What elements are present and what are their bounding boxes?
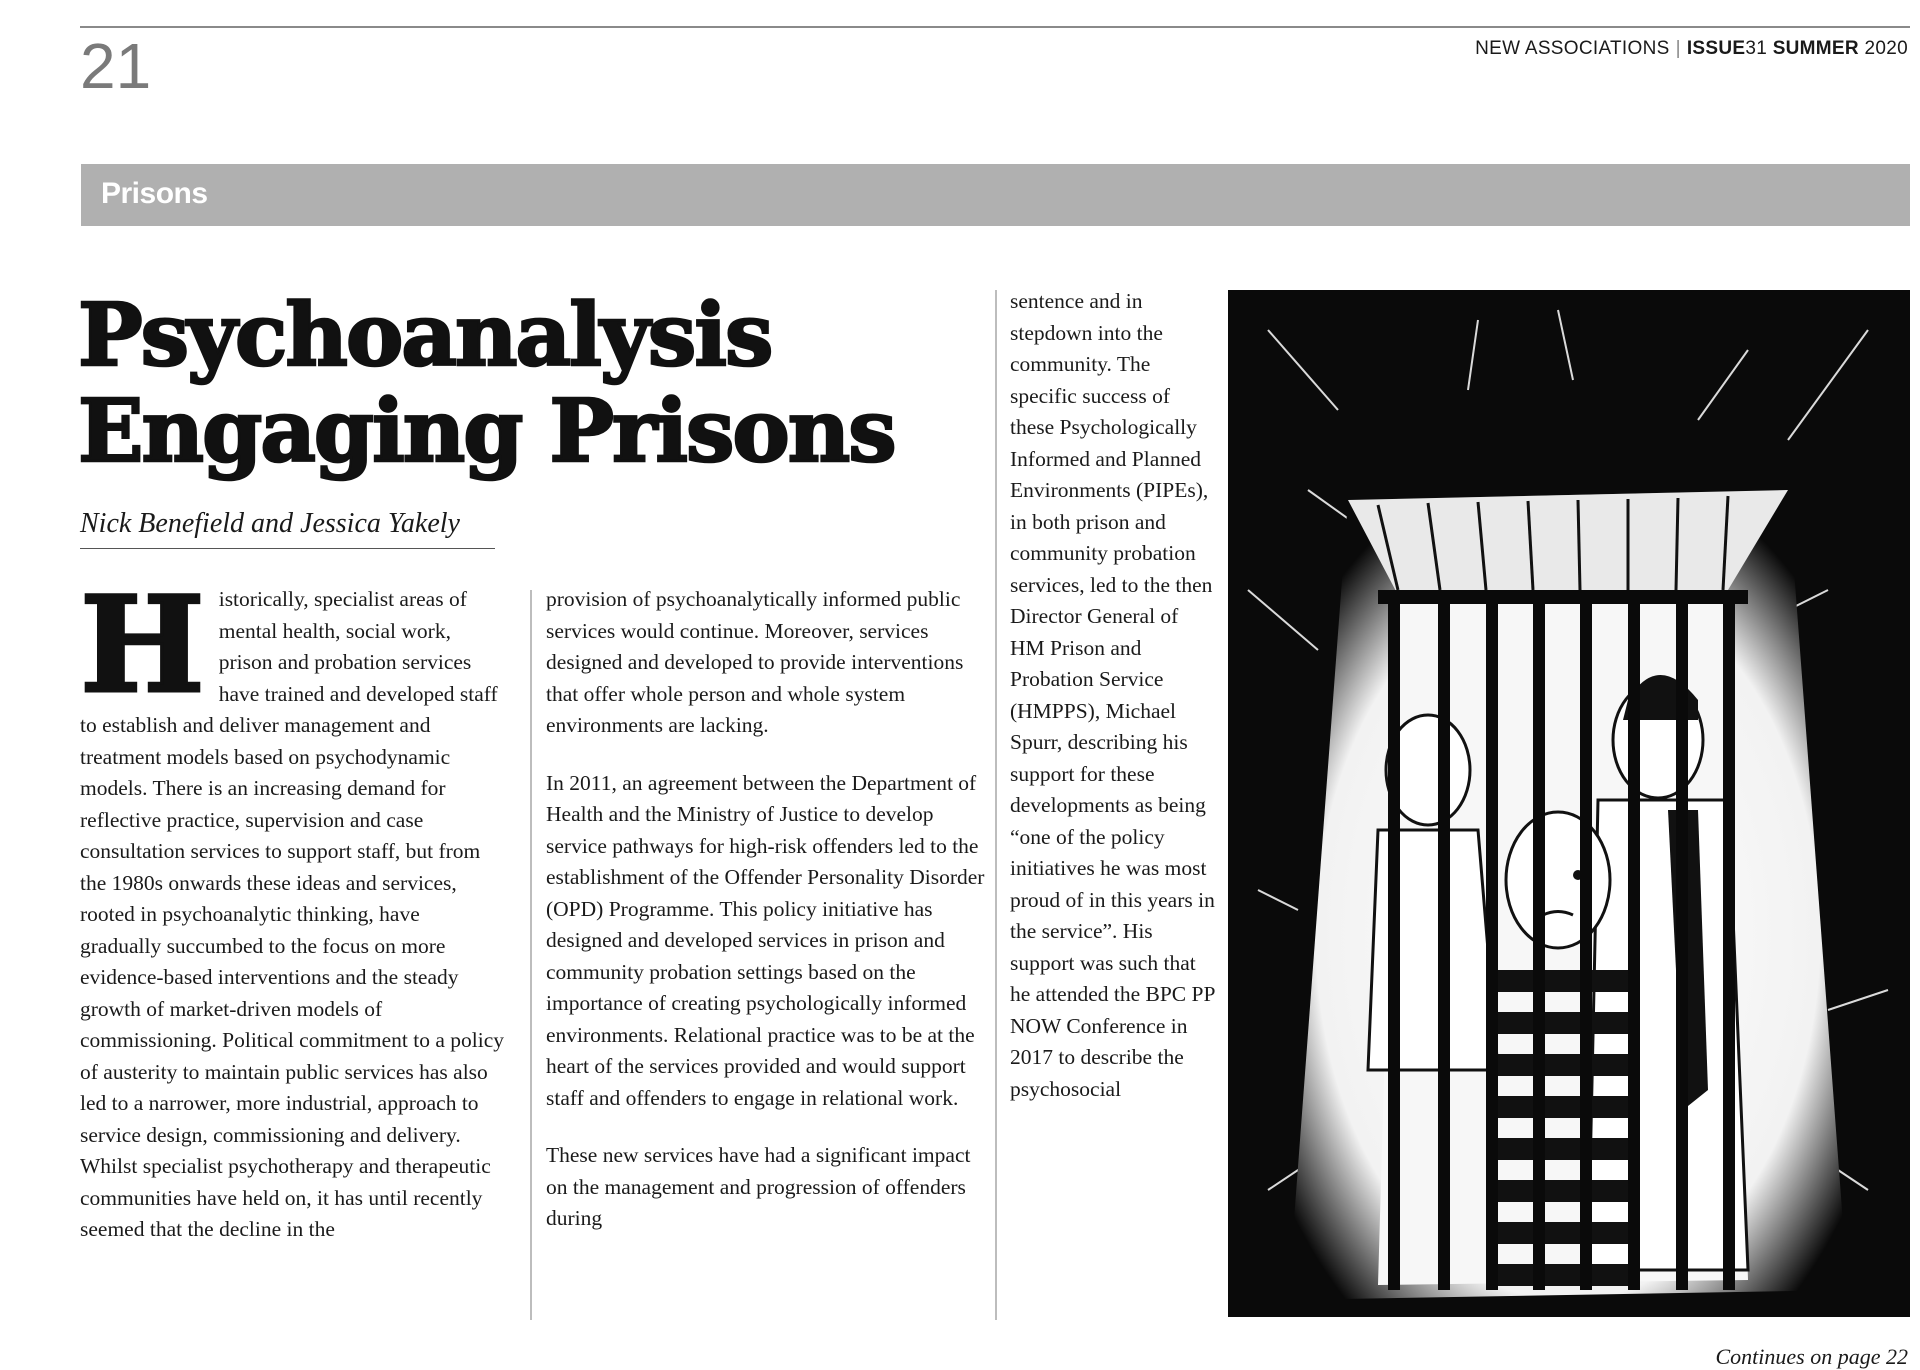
article-column-3 <box>1010 286 1215 1105</box>
column-divider <box>995 290 997 1320</box>
article-title-line2: Engaging Prisons <box>78 381 895 482</box>
column-1-text: istorically, specialist areas of mental health, social work, prison and probation services have trained and developed staff to establish and deliver management and treatment models based on psychodynamic models. There is an increasing demand for reflective practice, supervision and case consultation services to support staff, but from the 1980s onwards these ideas and services, rooted in psychoanalytic thinking, have gradually succumbed to the focus on more evidence-based interventions and the steady growth of market-driven models of commissioning. Political commitment to a policy of austerity to maintain public services has also led to a narrower, more industrial, approach to service design, commissioning and delivery. Whilst specialist psychotherapy and therapeutic communities have held on, it has until recently seemed that the decline in the <box>80 587 504 1241</box>
continues-note: Continues on page 22 <box>1715 1344 1908 1369</box>
issue-season: SUMMER <box>1772 38 1859 59</box>
issue-header <box>1475 38 1908 60</box>
section-bar <box>81 164 1910 226</box>
prison-illustration <box>1228 290 1910 1317</box>
column-2-paragraph: These new services have had a significant impact on the management and progression of offenders during <box>546 1143 971 1230</box>
top-rule <box>80 26 1910 28</box>
header-separator: | <box>1675 38 1681 59</box>
column-divider <box>530 590 532 1320</box>
issue-label: ISSUE <box>1686 38 1746 59</box>
article-title-line1: Psychoanalysis <box>78 285 772 386</box>
section-title: Prisons <box>101 177 208 210</box>
column-2-paragraph: In 2011, an agreement between the Department of Health and the Ministry of Justice to develop service pathways for high-risk offenders led to the establishment of the Offender Personality Disorder (OPD) Programme. This policy initiative has designed and developed services in prison and community probation settings based on the importance of creating psychologically informed environments. Relational practice was to be at the heart of the services provided and would support staff and offenders to engage in relational work. <box>546 770 985 1110</box>
prison-cell-drawing <box>1228 290 1910 1317</box>
issue-number: 31 <box>1745 38 1768 59</box>
page-number: 21 <box>80 30 152 102</box>
issue-year: 2020 <box>1864 38 1908 59</box>
column-3-text: sentence and in stepdown into the community. The specific success of these Psychologically Informed and Planned Environments (PIPEs), in both prison and community probation services, led to the then Director General of HM Prison and Probation Service (HMPPS), Michael Spurr, describing his support for these developments as being “one of the policy initiatives he was most proud of in this years in the service”. His support was such that he attended the BPC PP NOW Conference in 2017 to describe the psychosocial <box>1010 289 1215 1101</box>
publication-name: NEW ASSOCIATIONS <box>1475 38 1670 59</box>
article-title <box>78 285 978 482</box>
drop-cap: H <box>80 568 205 723</box>
article-column-1 <box>80 568 505 1246</box>
article-column-2 <box>546 584 986 1235</box>
column-2-paragraph: provision of psychoanalytically informed public services would continue. Moreover, services designed and developed to provide interventions that offer whole person and whole system environments are lacking. <box>546 587 964 737</box>
article-byline: Nick Benefield and Jessica Yakely <box>80 508 495 549</box>
